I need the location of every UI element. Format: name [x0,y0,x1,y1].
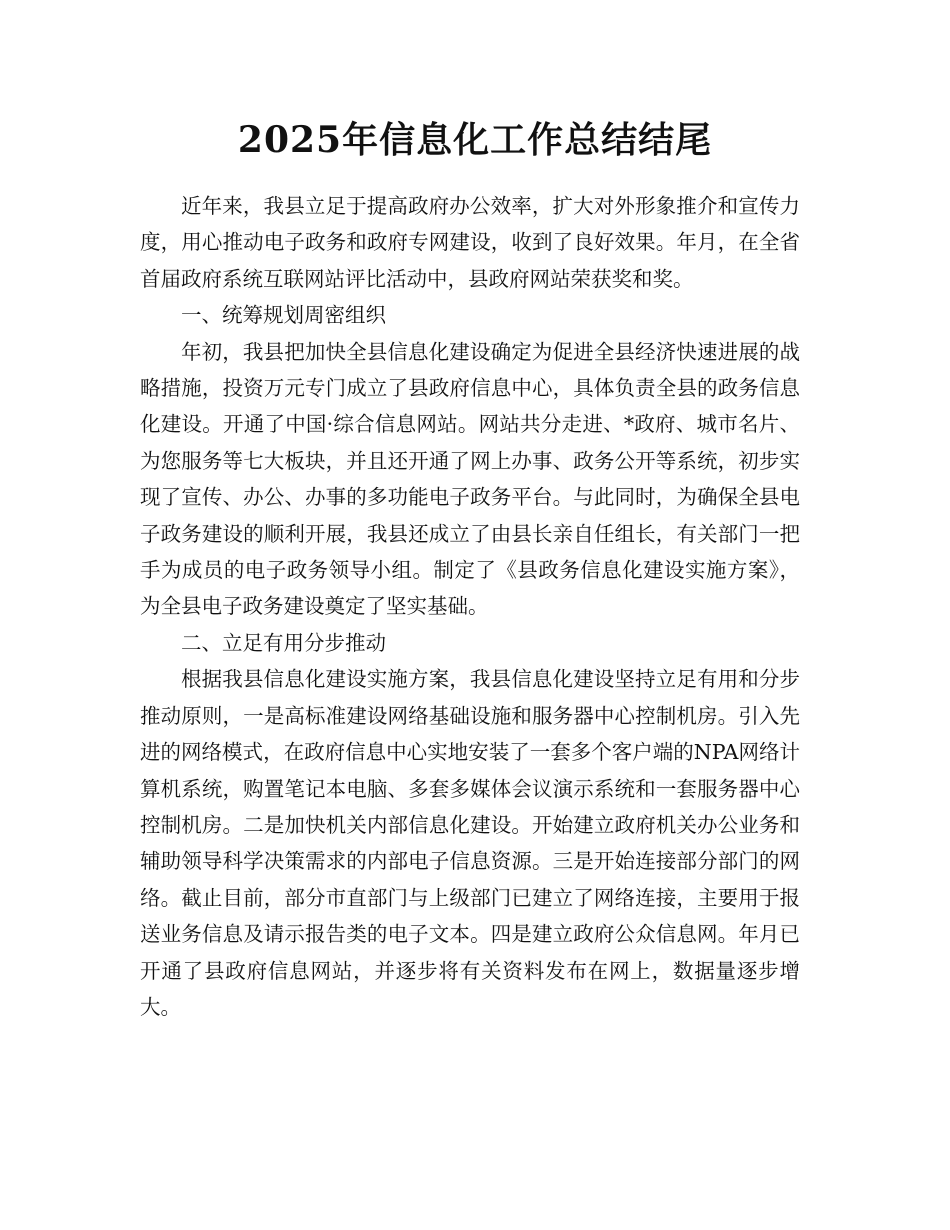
section-heading-2: 二、立足有用分步推动 [181,630,386,655]
body-paragraph-section-2: 根据我县信息化建设实施方案，我县信息化建设坚持立足有用和分步推动原则，一是高标准建设网络基础设施和服务器中心控制机房。引入先进的网络模式，在政府信息中心实地安装了一套多个客户端的NPA网络计算机系统，购置笔记本电脑、多套多媒体会议演示系统和一套服务器中心控制机房。二是加快机关内部信息化建设。开始建立政府机关办公业务和辅助领导科学决策需求的内部电子信息资源。三是开始连接部分部门的网络。截止目前，部分市直部门与上级部门已建立了网络连接，主要用于报送业务信息及请示报告类的电子文本。四是建立政府公众信息网。年月已开通了县政府信息网站，并逐步将有关资料发布在网上，数据量逐步增大。 [140,667,800,1019]
body-paragraph-intro: 近年来，我县立足于提高政府办公效率，扩大对外形象推介和宣传力度，用心推动电子政务和政府专网建设，收到了良好效果。年月，在全省首届政府系统互联网站评比活动中，县政府网站荣获奖和奖。 [140,194,800,291]
body-paragraph-section-1: 年初，我县把加快全县信息化建设确定为促进全县经济快速进展的战略措施，投资万元专门成立了县政府信息中心，具体负责全县的政务信息化建设。开通了中国·综合信息网站。网站共分走进、*政府、城市名片、为您服务等七大板块，并且还开通了网上办事、政务公开等系统，初步实现了宣传、办公、办事的多功能电子政务平台。与此同时，为确保全县电子政务建设的顺利开展，我县还成立了由县长亲自任组长，有关部门一把手为成员的电子政务领导小组。制定了《县政务信息化建设实施方案》，为全县电子政务建设奠定了坚实基础。 [140,339,800,619]
document-title: 2025年信息化工作总结结尾 [237,119,713,161]
section-heading-1: 一、统筹规划周密组织 [181,303,386,328]
document-body [140,188,800,1025]
